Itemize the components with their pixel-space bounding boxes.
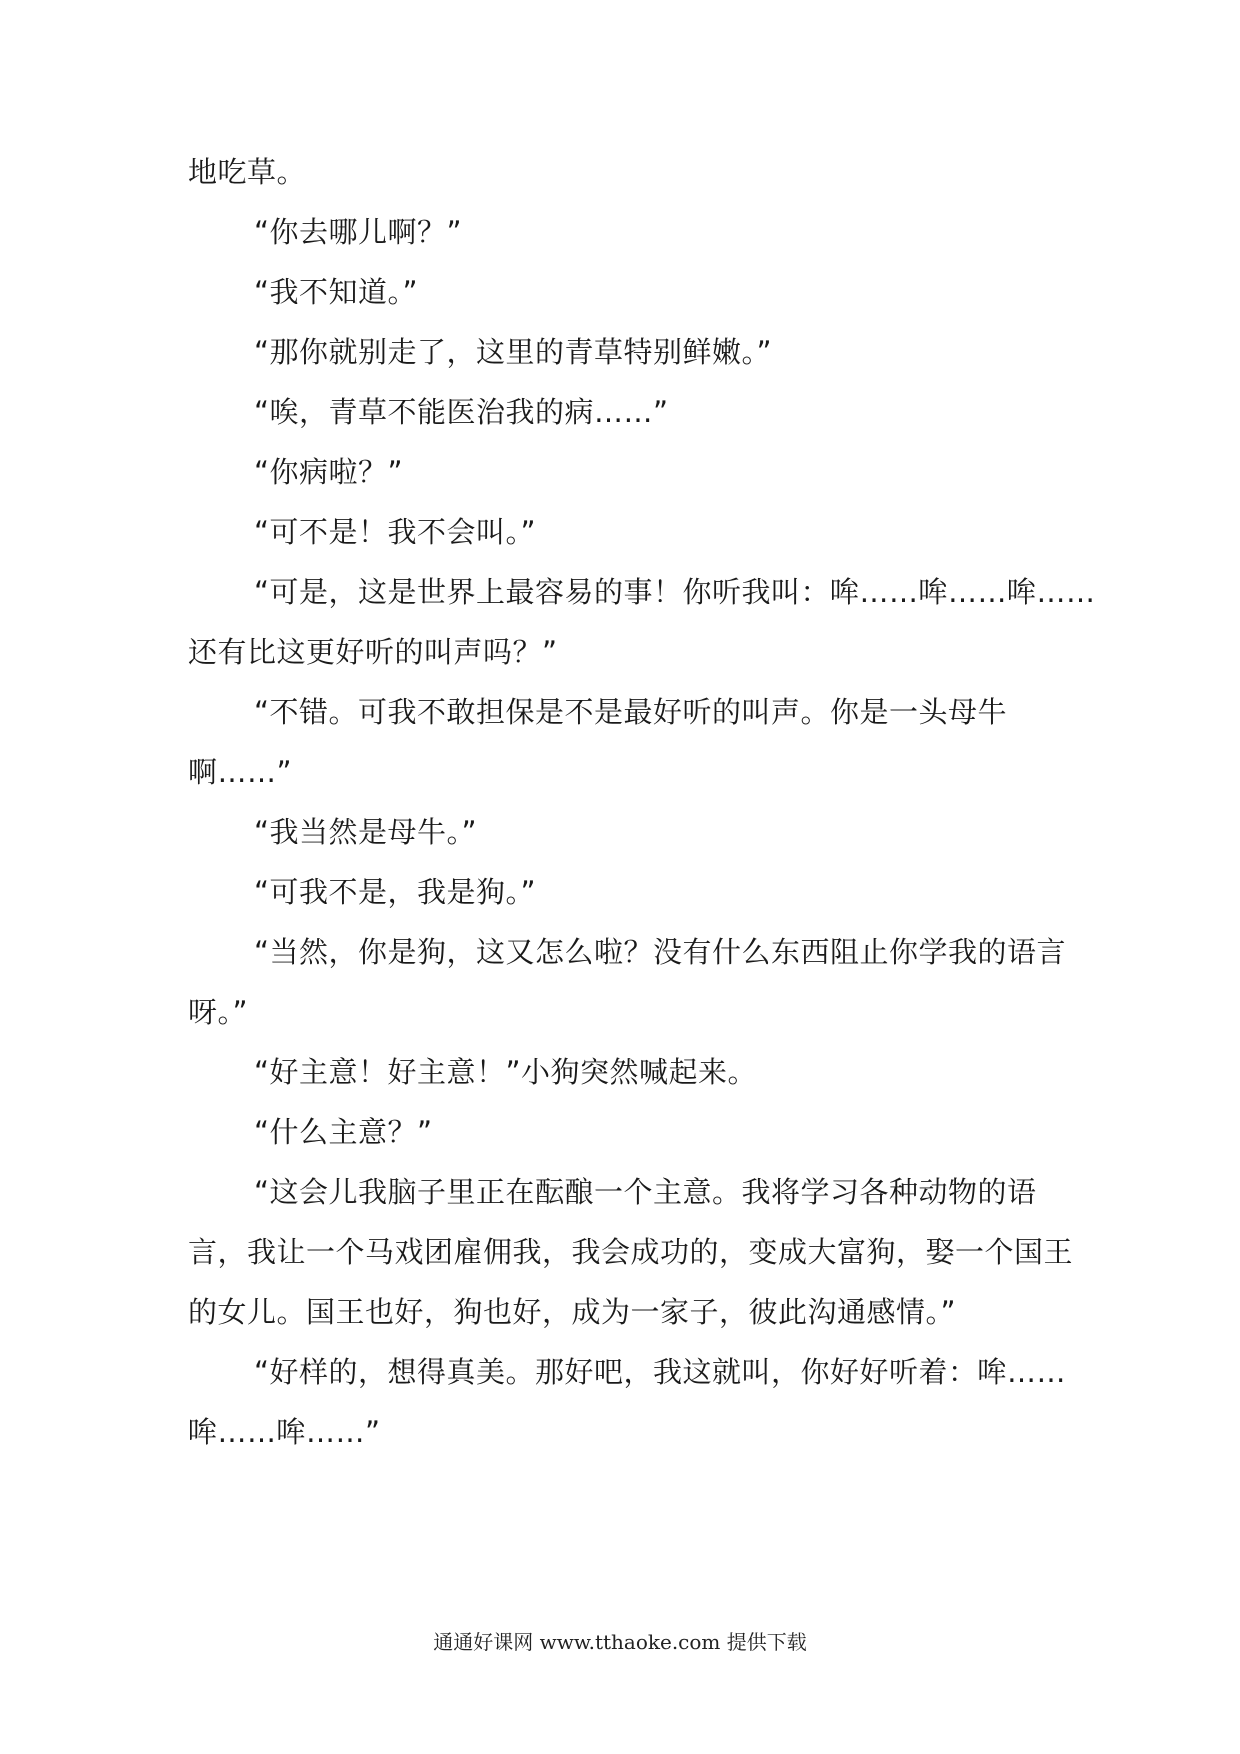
text-line: “我不知道。” — [254, 275, 419, 309]
text-line: “我当然是母牛。” — [254, 815, 478, 849]
text-line: “不错。可我不敢担保是不是最好听的叫声。你是一头母牛 — [254, 695, 1008, 729]
text-line: “当然，你是狗，这又怎么啦？没有什么东西阻止你学我的语言 — [254, 935, 1067, 969]
text-line: “可不是！我不会叫。” — [254, 515, 537, 549]
text-line: 啊……” — [188, 755, 293, 789]
text-line: 地吃草。 — [188, 155, 307, 189]
text-line: 呀。” — [188, 995, 249, 1029]
text-line: “好主意！好主意！”小狗突然喊起来。 — [254, 1055, 758, 1089]
text-line: “可我不是，我是狗。” — [254, 875, 537, 909]
text-line: 的女儿。国王也好，狗也好，成为一家子，彼此沟通感情。” — [188, 1295, 957, 1329]
text-line: 还有比这更好听的叫声吗？” — [188, 635, 558, 669]
text-line: “你病啦？” — [254, 455, 404, 489]
text-line: 言，我让一个马戏团雇佣我，我会成功的，变成大富狗，娶一个国王 — [188, 1235, 1074, 1269]
text-line: “可是，这是世界上最容易的事！你听我叫：哞……哞……哞…… — [254, 575, 1096, 609]
text-line: “那你就别走了，这里的青草特别鲜嫩。” — [254, 335, 773, 369]
footer-source-note: 通通好课网 www.tthaoke.com 提供下载 — [433, 1630, 807, 1654]
text-line: “什么主意？” — [254, 1115, 433, 1149]
text-line: “你去哪儿啊？” — [254, 215, 463, 249]
text-line: 哞……哞……” — [188, 1415, 381, 1449]
text-line: “唉，青草不能医治我的病……” — [254, 395, 669, 429]
text-line: “这会儿我脑子里正在酝酿一个主意。我将学习各种动物的语 — [254, 1175, 1037, 1209]
text-line: “好样的，想得真美。那好吧，我这就叫，你好好听着：哞…… — [254, 1355, 1067, 1389]
